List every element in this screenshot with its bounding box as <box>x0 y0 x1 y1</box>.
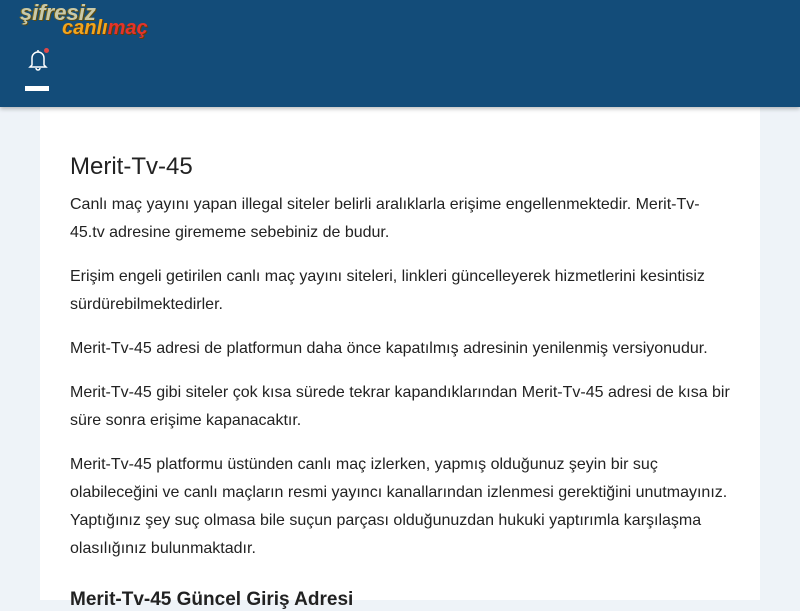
article-paragraph: Merit-Tv-45 gibi siteler çok kısa sürede tekrar kapandıklarından Merit-Tv-45 adresi de kısa bir süre sonra erişime kapanacaktır. <box>70 384 730 429</box>
logo-text-2b: maç <box>107 17 148 39</box>
logo-text-2a: canlı <box>62 17 108 39</box>
menu-toggle-button[interactable] <box>25 86 49 91</box>
article-paragraph: Merit-Tv-45 adresi de platformun daha önce kapatılmış adresinin yenilenmiş versiyonudur. <box>70 340 708 357</box>
notification-dot <box>44 48 49 53</box>
logo-text-1: şifresiz <box>20 0 96 25</box>
article-title: Merit-Tv-45 <box>70 153 193 180</box>
site-logo[interactable] <box>20 2 148 38</box>
article-paragraph: Erişim engeli getirilen canlı maç yayını siteleri, linkleri güncelleyerek hizmetlerini kesintisiz sürdürebilmektedirler. <box>70 268 705 313</box>
article-subheading: Merit-Tv-45 Güncel Giriş Adresi <box>70 589 354 610</box>
article-card <box>40 107 760 610</box>
site-header <box>0 0 800 107</box>
article-paragraph: Merit-Tv-45 platformu üstünden canlı maç izlerken, yapmış olduğunuz şeyin bir suç olabileceğini ve canlı maçların resmi yayıncı kanallarından izlenmesi gerektiğini unutmayınız. Yaptığınız şey suç olmasa bile suçun parçası olduğunuzdan hukuki yaptırımla karşılaşma olasılığınız bulunmaktadır. <box>70 456 728 557</box>
logo-text-2 <box>62 18 148 38</box>
article-paragraph: Canlı maç yayını yapan illegal siteler belirli aralıklarla erişime engellenmektedir. Merit-Tv-45.tv adresine girememe sebebiniz de budur. <box>70 196 700 241</box>
